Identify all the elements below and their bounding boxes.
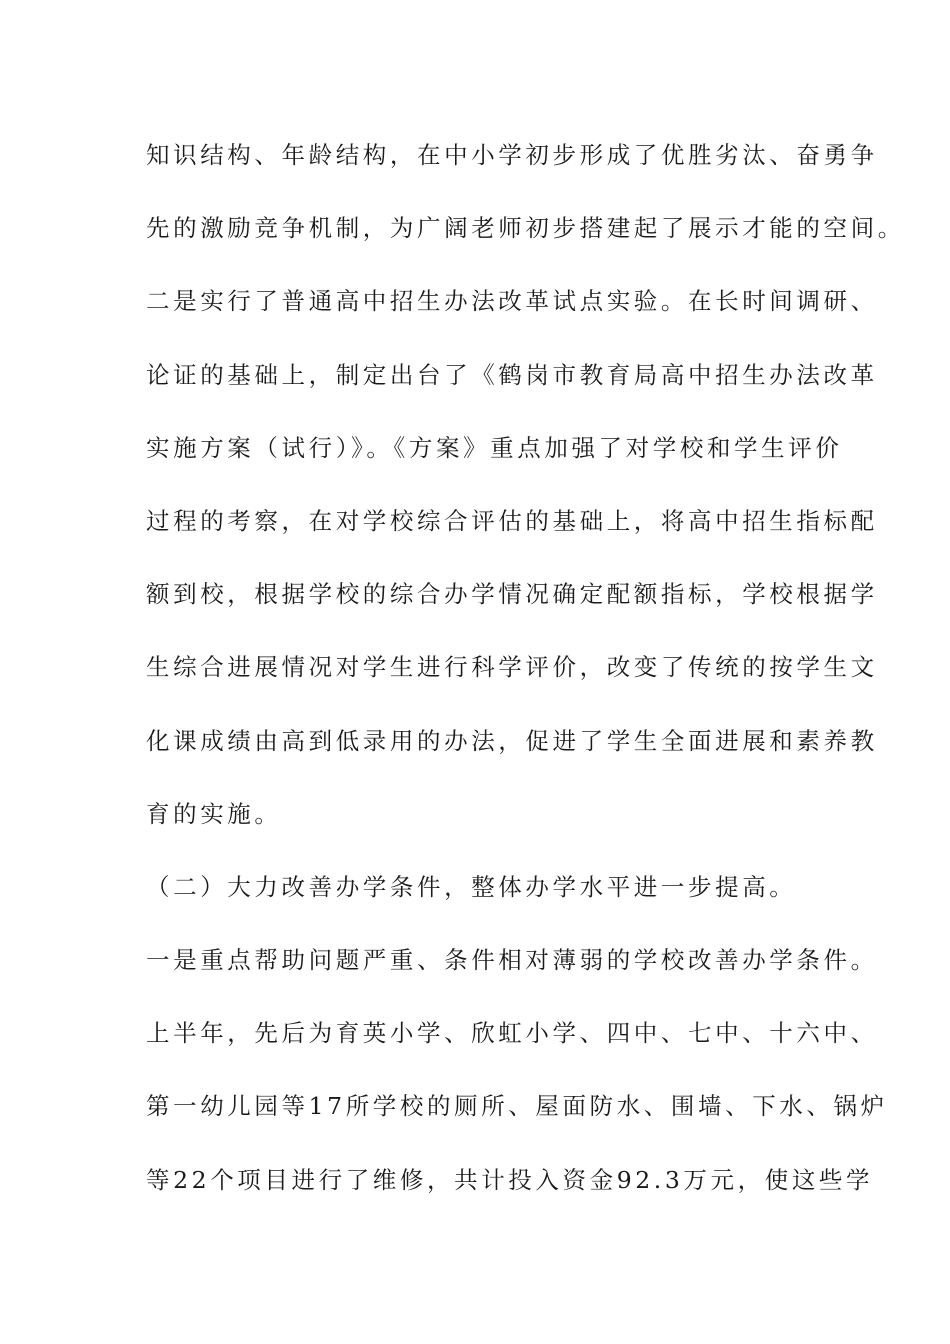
text-line: 额到校，根据学校的综合办学情况确定配额指标，学校根据学 bbox=[146, 580, 878, 609]
text-line: 知识结构、年龄结构，在中小学初步形成了优胜劣汰、奋勇争 bbox=[146, 141, 878, 169]
text-line: 过程的考察，在对学校综合评估的基础上，将高中招生指标配 bbox=[146, 506, 878, 535]
text-line: 化课成绩由高到低录用的办法，促进了学生全面进展和素养教 bbox=[146, 726, 878, 755]
text-line: 二是实行了普通高中招生办法改革试点实验。在长时间调研、 bbox=[146, 287, 878, 316]
text-line: 实施方案（试行）》。《方案》重点加强了对学校和学生评价 bbox=[146, 433, 843, 462]
text-line: 先的激励竞争机制，为广阔老师初步搭建起了展示才能的空间。 bbox=[146, 214, 905, 243]
text-line: 一是重点帮助问题严重、条件相对薄弱的学校改善办学条件。 bbox=[146, 946, 878, 975]
text-line: 等22个项目进行了维修，共计投入资金92.3万元，使这些学 bbox=[146, 1165, 874, 1194]
text-line: 上半年，先后为育英小学、欣虹小学、四中、七中、十六中、 bbox=[146, 1019, 878, 1048]
text-line: 生综合进展情况对学生进行科学评价，改变了传统的按学生文 bbox=[146, 653, 878, 682]
text-line: 育的实施。 bbox=[146, 799, 282, 828]
body-text bbox=[146, 128, 905, 1226]
section-heading: （二）大力改善办学条件，整体办学水平进一步提高。 bbox=[146, 872, 797, 901]
text-line: 第一幼儿园等17所学校的厕所、屋面防水、围墙、下水、锅炉 bbox=[146, 1092, 888, 1121]
text-line: 论证的基础上，制定出台了《鹤岗市教育局高中招生办法改革 bbox=[146, 360, 878, 389]
